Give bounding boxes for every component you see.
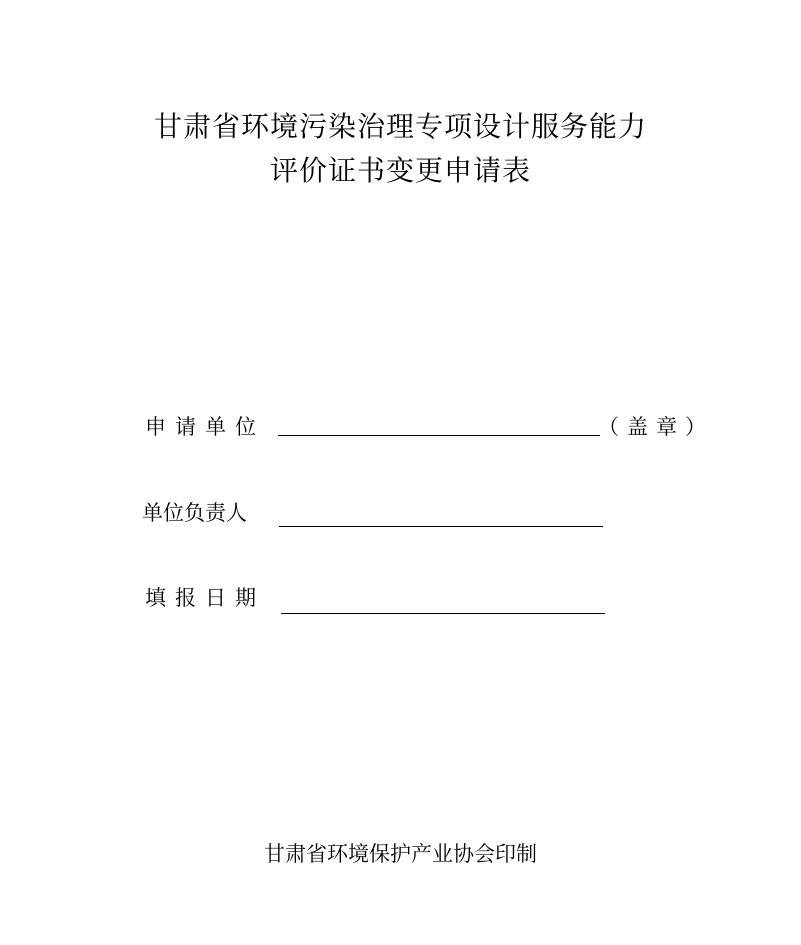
applicant-unit-label: 申请单位 bbox=[145, 415, 265, 439]
document-title-line-2: 评价证书变更申请表 bbox=[269, 154, 531, 187]
printer-footer: 甘肃省环境保护产业协会印制 bbox=[264, 842, 537, 866]
unit-leader-label: 单位负责人 bbox=[142, 501, 247, 525]
seal-note: （盖章） bbox=[598, 415, 714, 439]
applicant-unit-blank[interactable] bbox=[278, 435, 600, 436]
unit-leader-blank[interactable] bbox=[279, 526, 603, 527]
fill-date-blank[interactable] bbox=[281, 613, 605, 614]
fill-date-label: 填报日期 bbox=[145, 586, 265, 610]
document-title-line-1: 甘肃省环境污染治理专项设计服务能力 bbox=[153, 110, 647, 143]
